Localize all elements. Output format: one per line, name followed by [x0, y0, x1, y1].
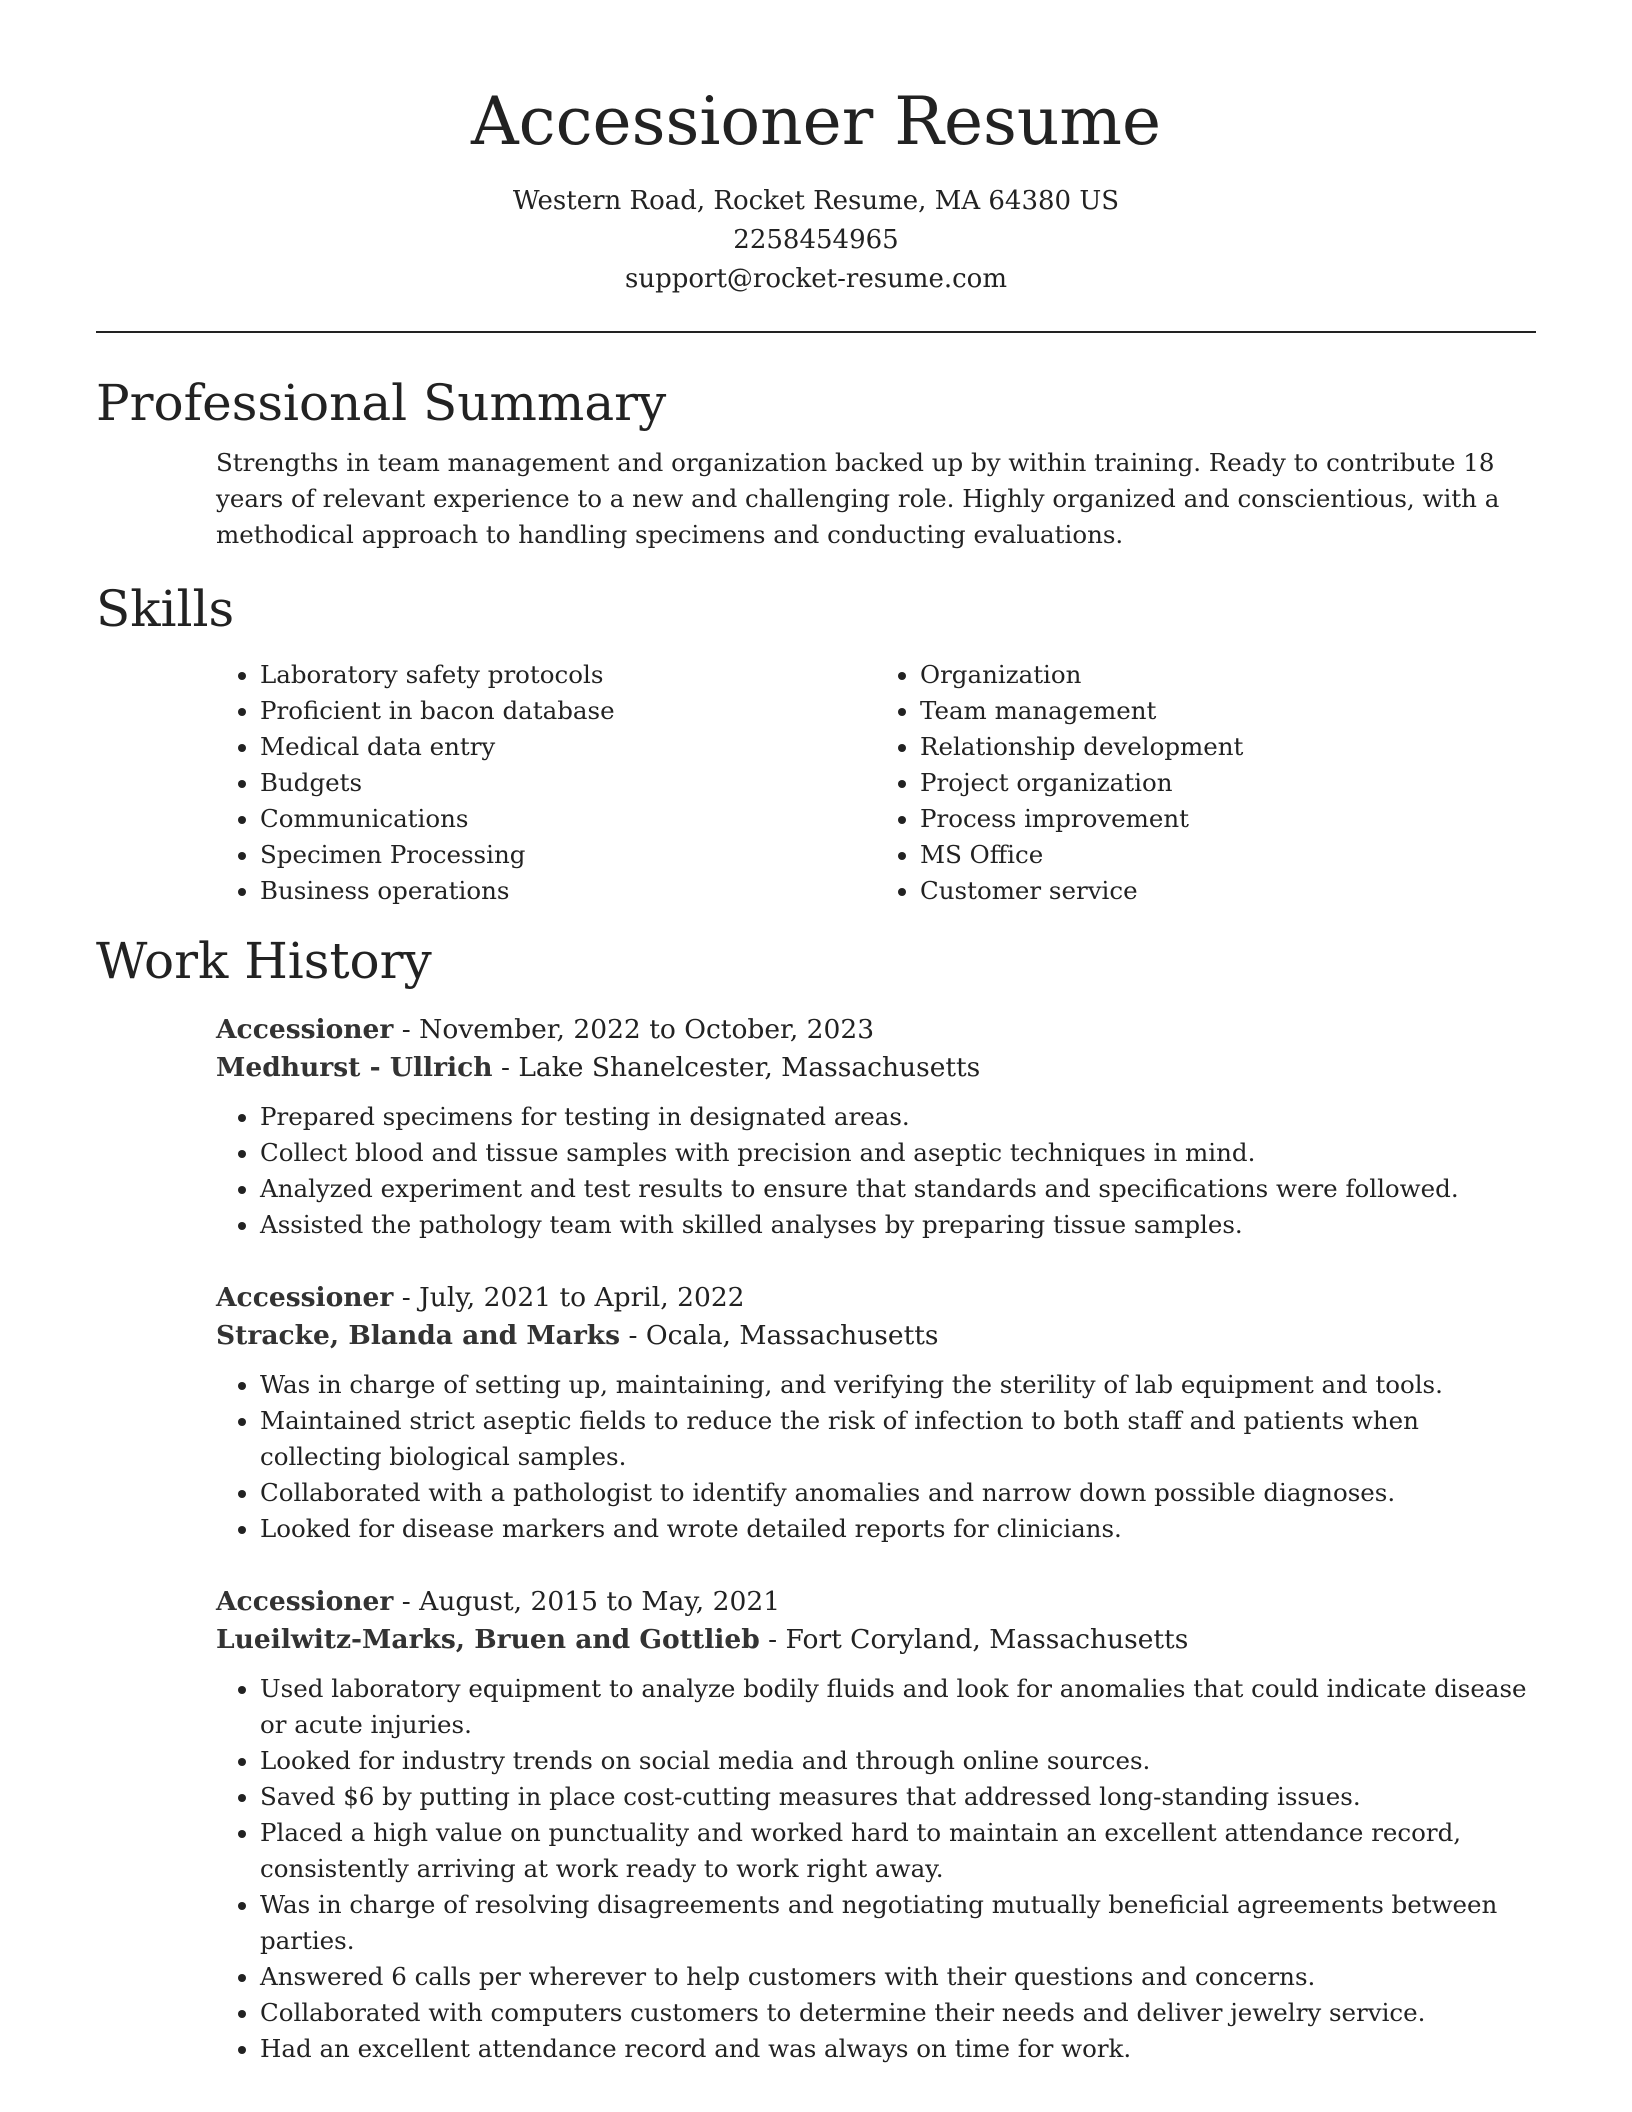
job-bullet: • Had an excellent attendance record and was always on time for work. — [260, 2031, 1536, 2067]
job-bullet: • Collaborated with computers customers to determine their needs and deliver jewelry service. — [260, 1995, 1536, 2031]
skill-item: • Process improvement — [920, 801, 1536, 837]
skill-item: • Proficient in bacon database — [260, 693, 876, 729]
job-bullets — [216, 1099, 1536, 1243]
job-location: - Fort Coryland, Massachusetts — [759, 1623, 1189, 1655]
skills-heading: Skills — [96, 579, 235, 638]
job-company: Stracke, Blanda and Marks — [216, 1319, 621, 1351]
resume-page — [96, 0, 1536, 2067]
skill-item: • Laboratory safety protocols — [260, 657, 876, 693]
job-location: - Lake Shanelcester, Massachusetts — [492, 1051, 981, 1083]
job-entry — [216, 1583, 1536, 2067]
skills-column-left — [216, 657, 876, 909]
job-company: Lueilwitz-Marks, Bruen and Gottlieb — [216, 1623, 760, 1655]
summary-text: Strengths in team management and organization backed up by within training. Ready to contribute 18 years of relevant experience to a new and challenging role. Highly organized and conscientious, with a methodical approach to handling specimens and conducting evaluations. — [216, 447, 1500, 549]
job-bullet: • Analyzed experiment and test results to ensure that standards and specifications were followed. — [260, 1171, 1536, 1207]
job-title: Accessioner — [216, 1281, 394, 1313]
job-title: Accessioner — [216, 1013, 394, 1045]
contact-email: support@rocket-resume.com — [624, 263, 1007, 294]
skill-item: • Budgets — [260, 765, 876, 801]
skill-item: • Project organization — [920, 765, 1536, 801]
job-location: - Ocala, Massachusetts — [620, 1319, 939, 1351]
contact-address: Western Road, Rocket Resume, MA 64380 US — [512, 185, 1120, 216]
contact-phone: 2258454965 — [733, 224, 899, 255]
job-bullet: • Placed a high value on punctuality and worked hard to maintain an excellent attendance record, consistently arriving at work ready to work right away. — [260, 1815, 1536, 1887]
job-entry — [216, 1279, 1536, 1547]
skill-item: • Medical data entry — [260, 729, 876, 765]
job-bullet: • Used laboratory equipment to analyze bodily fluids and look for anomalies that could indicate disease or acute injuries. — [260, 1671, 1536, 1743]
skill-item: • Team management — [920, 693, 1536, 729]
job-title-line — [216, 1279, 1536, 1317]
header-divider — [96, 331, 1536, 333]
job-bullet: • Saved $6 by putting in place cost-cutting measures that addressed long-standing issues. — [260, 1779, 1536, 1815]
skill-item: • Business operations — [260, 873, 876, 909]
skill-item: • Customer service — [920, 873, 1536, 909]
summary-heading: Professional Summary — [96, 373, 667, 432]
skill-item: • Specimen Processing — [260, 837, 876, 873]
job-bullet: • Maintained strict aseptic fields to reduce the risk of infection to both staff and patients when collecting biological samples. — [260, 1403, 1536, 1475]
job-bullet: • Collect blood and tissue samples with precision and aseptic techniques in mind. — [260, 1135, 1536, 1171]
job-bullet: • Collaborated with a pathologist to identify anomalies and narrow down possible diagnoses. — [260, 1475, 1536, 1511]
job-bullet: • Prepared specimens for testing in designated areas. — [260, 1099, 1536, 1135]
job-bullet: • Answered 6 calls per wherever to help customers with their questions and concerns. — [260, 1959, 1536, 1995]
job-bullets — [216, 1367, 1536, 1547]
job-company-line — [216, 1317, 1536, 1355]
resume-header — [96, 0, 1536, 299]
work-history-list — [216, 1011, 1536, 2067]
job-title-line — [216, 1011, 1536, 1049]
contact-block — [96, 182, 1536, 299]
skills-column-right — [876, 657, 1536, 909]
job-entry — [216, 1011, 1536, 1243]
job-company-line — [216, 1049, 1536, 1087]
job-company: Medhurst - Ullrich — [216, 1051, 493, 1083]
job-company-line — [216, 1621, 1536, 1659]
job-bullet: • Looked for industry trends on social media and through online sources. — [260, 1743, 1536, 1779]
job-dates: - August, 2015 to May, 2021 — [393, 1585, 781, 1617]
job-bullet: • Was in charge of setting up, maintaining, and verifying the sterility of lab equipment and tools. — [260, 1367, 1536, 1403]
job-title: Accessioner — [216, 1585, 394, 1617]
skill-item: • Organization — [920, 657, 1536, 693]
job-dates: - November, 2022 to October, 2023 — [393, 1013, 875, 1045]
skill-item: • MS Office — [920, 837, 1536, 873]
job-bullet: • Looked for disease markers and wrote detailed reports for clinicians. — [260, 1511, 1536, 1547]
job-bullet: • Assisted the pathology team with skilled analyses by preparing tissue samples. — [260, 1207, 1536, 1243]
skill-item: • Relationship development — [920, 729, 1536, 765]
job-bullet: • Was in charge of resolving disagreements and negotiating mutually beneficial agreements between parties. — [260, 1887, 1536, 1959]
skill-item: • Communications — [260, 801, 876, 837]
skills-list — [216, 657, 1536, 909]
job-dates: - July, 2021 to April, 2022 — [393, 1281, 745, 1313]
job-bullets — [216, 1671, 1536, 2067]
work-history-heading: Work History — [96, 931, 432, 990]
resume-title: Accessioner Resume — [470, 83, 1162, 160]
job-title-line — [216, 1583, 1536, 1621]
